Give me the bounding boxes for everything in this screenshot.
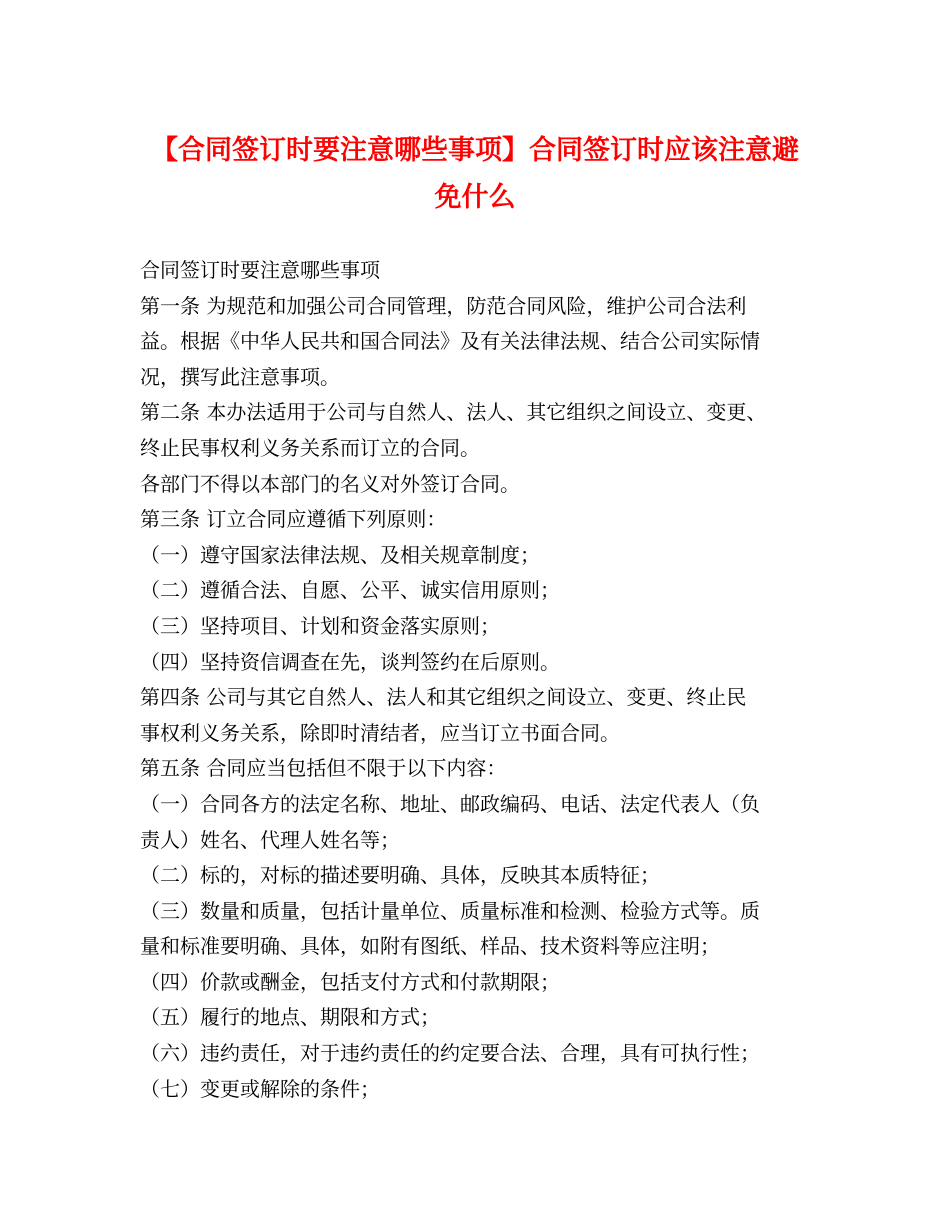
title-line-1: 【合同签订时要注意哪些事项】合同签订时应该注意避 bbox=[151, 135, 799, 166]
article-3-item-1: （一）遵守国家法律法规、及相关规章制度； bbox=[140, 542, 540, 567]
article-2-line-1: 第二条 本办法适用于公司与自然人、法人、其它组织之间设立、变更、 bbox=[140, 400, 767, 425]
article-1-line-2: 益。根据《中华人民共和国合同法》及有关法律法规、结合公司实际情 bbox=[140, 329, 760, 354]
document-title bbox=[100, 127, 850, 221]
article-5-item-1-line-1: （一）合同各方的法定名称、地址、邮政编码、电话、法定代表人（负 bbox=[140, 791, 760, 816]
article-3-item-2: （二）遵循合法、自愿、公平、诚实信用原则； bbox=[140, 578, 560, 603]
article-5-item-4: （四）价款或酬金，包括支付方式和付款期限； bbox=[140, 969, 560, 994]
article-1-line-3: 况，撰写此注意事项。 bbox=[140, 364, 340, 389]
section-heading: 合同签订时要注意哪些事项 bbox=[140, 258, 380, 282]
article-5-item-6: （六）违约责任，对于违约责任的约定要合法、合理，具有可执行性； bbox=[140, 1041, 760, 1066]
document-body bbox=[140, 253, 840, 1107]
article-3-heading: 第三条 订立合同应遵循下列原则： bbox=[140, 507, 447, 532]
article-5-item-2: （二）标的，对标的描述要明确、具体，反映其本质特征； bbox=[140, 863, 660, 888]
article-3-item-4: （四）坚持资信调查在先，谈判签约在后原则。 bbox=[140, 649, 560, 674]
article-3-item-3: （三）坚持项目、计划和资金落实原则； bbox=[140, 613, 500, 638]
article-5-item-5: （五）履行的地点、期限和方式； bbox=[140, 1005, 440, 1030]
article-5-item-1-line-2: 责人）姓名、代理人姓名等； bbox=[140, 827, 400, 852]
article-5-item-7: （七）变更或解除的条件； bbox=[140, 1076, 380, 1101]
article-2-line-3: 各部门不得以本部门的名义对外签订合同。 bbox=[140, 471, 520, 496]
article-5-item-3-line-2: 量和标准要明确、具体，如附有图纸、样品、技术资料等应注明； bbox=[140, 934, 720, 959]
article-4-line-2: 事权利义务关系，除即时清结者，应当订立书面合同。 bbox=[140, 720, 620, 745]
article-5-item-3-line-1: （三）数量和质量，包括计量单位、质量标准和检测、检验方式等。质 bbox=[140, 898, 760, 923]
title-line-2: 免什么 bbox=[434, 182, 516, 213]
article-2-line-2: 终止民事权利义务关系而订立的合同。 bbox=[140, 435, 480, 460]
article-1-line-1: 第一条 为规范和加强公司合同管理，防范合同风险，维护公司合法利 bbox=[140, 293, 747, 318]
article-5-heading: 第五条 合同应当包括但不限于以下内容： bbox=[140, 756, 507, 781]
article-4-line-1: 第四条 公司与其它自然人、法人和其它组织之间设立、变更、终止民 bbox=[140, 685, 747, 710]
